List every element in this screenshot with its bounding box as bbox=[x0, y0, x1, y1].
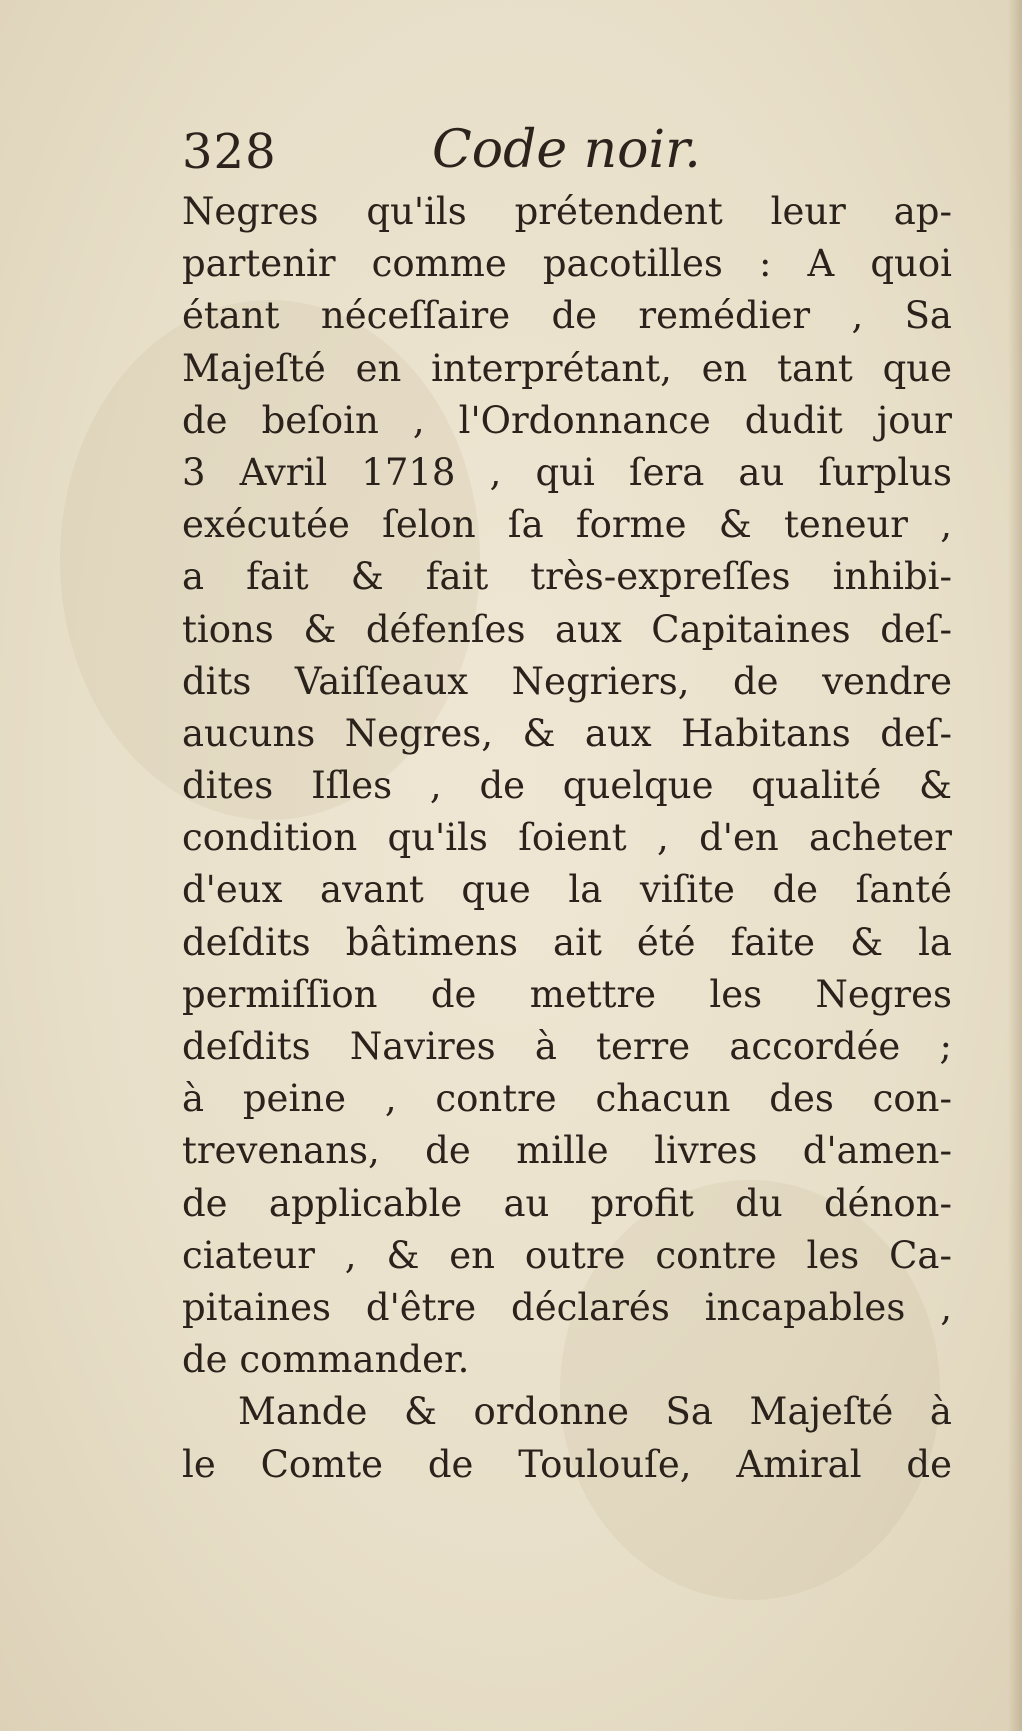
text-line: exécutée ſelon ſa forme & teneur , bbox=[182, 503, 952, 547]
text-line: deſdits bâtimens ait été faite & la bbox=[182, 920, 952, 964]
body-text bbox=[182, 186, 952, 1491]
running-title: Code noir. bbox=[432, 120, 701, 180]
text-line: ciateur , & en outre contre les Ca- bbox=[182, 1233, 952, 1277]
text-line: partenir comme pacotilles : A quoi bbox=[182, 242, 952, 286]
text-line: de beſoin , l'Ordonnance dudit jour bbox=[182, 398, 952, 442]
page-number: 328 bbox=[182, 124, 277, 180]
text-line: deſdits Navires à terre accordée ; bbox=[182, 1025, 952, 1068]
text-line: le Comte de Toulouſe, Amiral de bbox=[182, 1442, 952, 1486]
text-line: étant néceſſaire de remédier , Sa bbox=[182, 294, 952, 338]
text-line: tions & défenſes aux Capitaines deſ- bbox=[182, 607, 952, 651]
paragraph-start-line: Mande & ordonne Sa Majeſté à bbox=[238, 1390, 952, 1434]
text-line: de applicable au profit du dénon- bbox=[182, 1181, 952, 1225]
text-line: pitaines d'être déclarés incapables , bbox=[182, 1285, 952, 1329]
text-line: à peine , contre chacun des con- bbox=[182, 1077, 952, 1121]
text-line: aucuns Negres, & aux Habitans deſ- bbox=[182, 711, 952, 755]
text-line: dites Iſles , de quelque qualité & bbox=[182, 764, 952, 808]
page-edge-shadow bbox=[1008, 0, 1022, 1731]
text-line: Majeſté en interprétant, en tant que bbox=[182, 346, 952, 390]
text-line: Negres qu'ils prétendent leur ap- bbox=[182, 190, 952, 233]
text-line: dits Vaiſſeaux Negriers, de vendre bbox=[182, 659, 952, 703]
running-header bbox=[182, 118, 952, 190]
text-line: a fait & fait très-expreſſes inhibi- bbox=[182, 555, 952, 599]
text-line: 3 Avril 1718 , qui ſera au ſurplus bbox=[182, 450, 952, 494]
text-line: condition qu'ils ſoient , d'en acheter bbox=[182, 816, 952, 860]
text-line: d'eux avant que la viſite de ſanté bbox=[182, 868, 952, 912]
text-line: de commander. bbox=[182, 1338, 470, 1382]
text-line: trevenans, de mille livres d'amen- bbox=[182, 1129, 952, 1173]
text-line: permiſſion de mettre les Negres bbox=[182, 972, 952, 1016]
